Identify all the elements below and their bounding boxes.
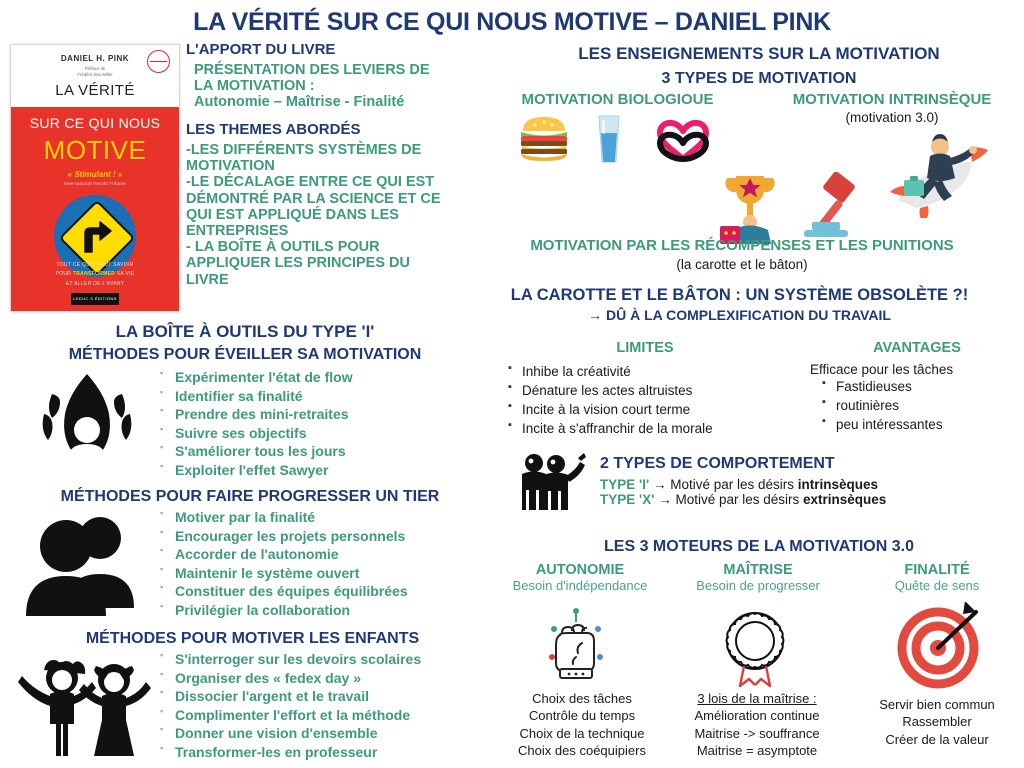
themes-line-7: - LA BOÎTE À OUTILS POUR xyxy=(186,239,380,256)
engine-autonomy-item: Choix des coéquipiers xyxy=(518,742,646,758)
engines-heading xyxy=(494,538,1024,556)
toolbox-section-2-item: ▪ Constituer des équipes équilibrées xyxy=(160,582,500,601)
toolbox-section-1-item: ▪ Identifier sa finalité xyxy=(160,387,490,406)
book-preface: Préface de Frédéric Bou Miller xyxy=(77,66,113,78)
limits-item: ▪ Inhibe la créativité xyxy=(506,362,790,381)
advantages-item: ▪ peu intéressantes xyxy=(820,415,1024,434)
contribution-line-2: LA MOTIVATION : xyxy=(194,78,315,95)
toolbox-heading xyxy=(0,322,490,342)
engine-mastery-title: MAÎTRISE xyxy=(723,562,793,578)
book-cover-body xyxy=(11,107,179,311)
book-contribution-heading: L'APPORT DU LIVRE xyxy=(186,41,336,58)
behaviour-row-text: Motivé par les désirs xyxy=(675,492,804,507)
book-title-line1: LA VÉRITÉ xyxy=(55,82,135,99)
book-title-line2: SUR CE QUI NOUS xyxy=(29,115,161,131)
toolbox-section-2-item: ▪ Privilégier la collaboration xyxy=(160,601,500,620)
behaviour-row xyxy=(600,477,1020,492)
engine-mastery-block xyxy=(668,562,848,593)
themes-line-6: ENTREPRISES xyxy=(186,222,289,239)
toolbox-section-3-item: ▪ S'interroger sur les devoirs scolaires xyxy=(160,650,510,669)
toolbox-section-3-heading-text: MÉTHODES POUR MOTIVER LES ENFANTS xyxy=(85,630,420,647)
two-children-icon xyxy=(18,652,152,760)
motivation-intrinsic-text: MOTIVATION INTRINSÈQUE xyxy=(792,91,992,108)
engine-mastery-items xyxy=(664,690,850,759)
limits-title: LIMITES xyxy=(616,340,674,356)
toolbox-section-1-item: ▪ Expérimenter l'état de flow xyxy=(160,368,490,387)
motivation-intrinsic-label xyxy=(760,92,1024,125)
engine-autonomy-item: Choix des tâches xyxy=(532,691,632,706)
advantages-intro: Efficace pour les tâches xyxy=(810,362,954,377)
advantages-item: ▪ Fastidieuses xyxy=(820,377,1024,396)
gavel-icon xyxy=(798,172,872,244)
toolbox-section-2-list xyxy=(160,508,500,620)
engine-purpose-item: Créer de la valeur xyxy=(885,731,989,747)
toolbox-section-2-item: ▪ Maintenir le système ouvert xyxy=(160,564,500,583)
behaviour-row xyxy=(600,492,1020,507)
award-rosette-icon xyxy=(714,608,796,688)
toolbox-section-1-item: ▪ S'améliorer tous les jours xyxy=(160,442,490,461)
advantages-block xyxy=(810,340,1024,434)
advantages-title: AVANTAGES xyxy=(873,340,961,356)
love-hearts-icon xyxy=(652,113,714,165)
toolbox-section-3-item: ▪ Transformer-les en professeur xyxy=(160,743,510,762)
themes-heading: LES THEMES ABORDÉS xyxy=(186,121,361,138)
limits-item: ▪ Incite à s'affranchir de la morale xyxy=(506,419,790,438)
book-cover-image xyxy=(10,44,180,312)
engines-heading-text: LES 3 MOTEURS DE LA MOTIVATION 3.0 xyxy=(604,538,914,555)
book-title-line3: MOTIVE xyxy=(43,135,147,165)
themes-line-5: QUI EST APPLIQUÉ DANS LES xyxy=(186,206,399,223)
book-author: DANIEL H. PINK xyxy=(60,54,130,63)
engine-purpose-title: FINALITÉ xyxy=(904,562,970,578)
toolbox-section-3-item: ▪ Dissocier l'argent et le travail xyxy=(160,687,510,706)
behaviour-row-text: Motivé par les désirs xyxy=(670,477,798,492)
contribution-line-3: Autonomie – Maîtrise - Finalité xyxy=(194,94,405,111)
toolbox-section-1-item: ▪ Prendre des mini-retraites xyxy=(160,405,490,424)
toolbox-section-3-list xyxy=(160,650,510,762)
motivation-biological-label xyxy=(490,92,745,109)
rocket-businessman-icon xyxy=(880,130,990,218)
toolbox-section-2-item: ▪ Motiver par la finalité xyxy=(160,508,500,527)
behaviour-row-strong: extrinsèques xyxy=(803,492,887,507)
themes-line-1: -LES DIFFÉRENTS SYSTÈMES DE xyxy=(186,141,422,158)
trophy-person-icon xyxy=(706,170,794,244)
toolbox-section-3-item: ▪ Complimenter l'effort et la méthode xyxy=(160,706,510,725)
carrot-stick-heading-text: LA CAROTTE ET LE BÂTON : UN SYSTÈME OBSOLÈTE ?! xyxy=(510,286,969,304)
behaviour-block xyxy=(600,455,1020,507)
page-title: LA VÉRITÉ SUR CE QUI NOUS MOTIVE – DANIEL PINK xyxy=(193,8,831,36)
motivation-intrinsic-note: (motivation 3.0) xyxy=(845,109,939,125)
limits-block xyxy=(500,340,790,439)
engine-purpose-subtitle: Quête de sens xyxy=(894,578,980,593)
themes-line-9: LIVRE xyxy=(186,271,229,288)
fist-icon xyxy=(536,605,616,685)
toolbox-section-1-list xyxy=(160,368,490,480)
carrot-stick-subheading-text: → DÛ À LA COMPLEXIFICATION DU TRAVAIL xyxy=(588,307,891,323)
carrot-stick-heading xyxy=(455,286,1024,323)
themes-line-4: DÉMONTRÉ PAR LA SCIENCE ET CE xyxy=(186,190,441,207)
book-quote-source: International Herald Tribune xyxy=(63,181,127,186)
two-people-behaviour-icon xyxy=(516,452,590,512)
toolbox-section-2-heading-text: MÉTHODES POUR FAIRE PROGRESSER UN TIER xyxy=(60,488,440,505)
engine-purpose-item: Servir bien commun xyxy=(879,697,995,712)
engine-mastery-item: Amélioration continue xyxy=(694,708,820,724)
themes-block xyxy=(186,122,486,288)
engine-purpose-item: Rassembler xyxy=(902,714,972,730)
engine-purpose-block xyxy=(850,562,1024,593)
toolbox-heading-text: LA BOÎTE À OUTILS DU TYPE 'I' xyxy=(115,322,375,341)
engine-autonomy-item: Contrôle du temps xyxy=(528,708,636,724)
toolbox-section-1-heading xyxy=(0,346,490,364)
limits-item: ▪ Incite à la vision court terme xyxy=(506,400,790,419)
book-quote: « Stimulant ! » xyxy=(67,170,123,179)
behaviour-row-key: TYPE 'X' xyxy=(600,492,655,507)
flame-person-icon xyxy=(32,368,142,478)
engine-autonomy-item: Choix de la technique xyxy=(519,725,645,741)
toolbox-section-1-item: ▪ Exploiter l'effet Sawyer xyxy=(160,461,490,480)
toolbox-section-2-item: ▪ Encourager les projets personnels xyxy=(160,527,500,546)
limits-list xyxy=(506,362,790,439)
book-contribution-block xyxy=(186,42,486,111)
teachings-subheading-text: 3 TYPES DE MOTIVATION xyxy=(661,70,857,87)
themes-line-2: MOTIVATION xyxy=(186,158,275,175)
engine-mastery-items-header: 3 lois de la maîtrise : xyxy=(697,691,817,706)
teachings-subheading xyxy=(494,70,1024,88)
book-footer-text: TOUT CE QU'IL FAUT SAVOIR POUR TRANSFORMER SA VIE ET ALLER DE L'AVANT xyxy=(55,261,135,287)
advantages-list xyxy=(820,377,1024,434)
themes-lines xyxy=(186,142,486,288)
teachings-heading-text: LES ENSEIGNEMENTS SUR LA MOTIVATION xyxy=(578,44,940,63)
water-glass-icon xyxy=(592,113,626,165)
engine-mastery-subtitle: Besoin de progresser xyxy=(696,578,820,593)
toolbox-section-2-item: ▪ Accorder de l'autonomie xyxy=(160,545,500,564)
publisher-logo-icon xyxy=(147,50,170,73)
book-cover-top xyxy=(11,45,179,107)
behaviour-row-strong: intrinsèques xyxy=(797,477,879,492)
book-contribution-lines xyxy=(186,62,486,111)
behaviour-row-key: TYPE 'I' xyxy=(600,477,650,492)
engine-purpose-items xyxy=(850,696,1024,748)
advantages-item: ▪ routinières xyxy=(820,396,1024,415)
engine-mastery-item: Maitrise = asymptote xyxy=(696,742,818,758)
behaviour-row-arrow: → xyxy=(658,492,672,507)
motivation-biological-text: MOTIVATION BIOLOGIOUE xyxy=(521,91,714,108)
toolbox-section-1-item: ▪ Suivre ses objectifs xyxy=(160,424,490,443)
limits-item: ▪ Dénature les actes altruistes xyxy=(506,381,790,400)
themes-line-8: APPLIQUER LES PRINCIPES DU xyxy=(186,255,410,272)
engine-autonomy-items xyxy=(492,690,672,759)
engine-autonomy-subtitle: Besoin d'indépendance xyxy=(512,578,648,593)
two-people-icon xyxy=(24,512,142,620)
engine-autonomy-block xyxy=(490,562,670,593)
burger-icon xyxy=(517,113,571,163)
themes-line-3: -LE DÉCALAGE ENTRE CE QUI EST xyxy=(186,174,435,191)
motivation-rewards-note: (la carotte et le bâton) xyxy=(676,256,808,272)
toolbox-section-3-item: ▪ Organiser des « fedex day » xyxy=(160,669,510,688)
contribution-line-1: PRÉSENTATION DES LEVIERS DE xyxy=(194,61,430,78)
target-arrow-icon xyxy=(896,602,984,690)
behaviour-row-arrow: → xyxy=(652,477,667,492)
toolbox-section-3-item: ▪ Donner une vision d'ensemble xyxy=(160,724,510,743)
motivation-rewards-text: MOTIVATION PAR LES RÉCOMPENSES ET LES PUNITIONS xyxy=(530,237,954,254)
engine-mastery-item: Maitrise -> souffrance xyxy=(694,725,820,741)
behaviour-heading: 2 TYPES DE COMPORTEMENT xyxy=(600,455,835,472)
toolbox-section-2-heading xyxy=(0,488,500,506)
engine-autonomy-title: AUTONOMIE xyxy=(535,562,625,578)
motivation-rewards-label xyxy=(460,238,1024,272)
book-publisher: LEDUC.S ÉDITIONS xyxy=(71,293,119,305)
toolbox-section-1-heading-text: MÉTHODES POUR ÉVEILLER SA MOTIVATION xyxy=(68,346,422,363)
turn-right-arrow-icon xyxy=(77,219,113,253)
teachings-heading xyxy=(494,44,1024,64)
toolbox-section-3-heading xyxy=(0,630,505,648)
